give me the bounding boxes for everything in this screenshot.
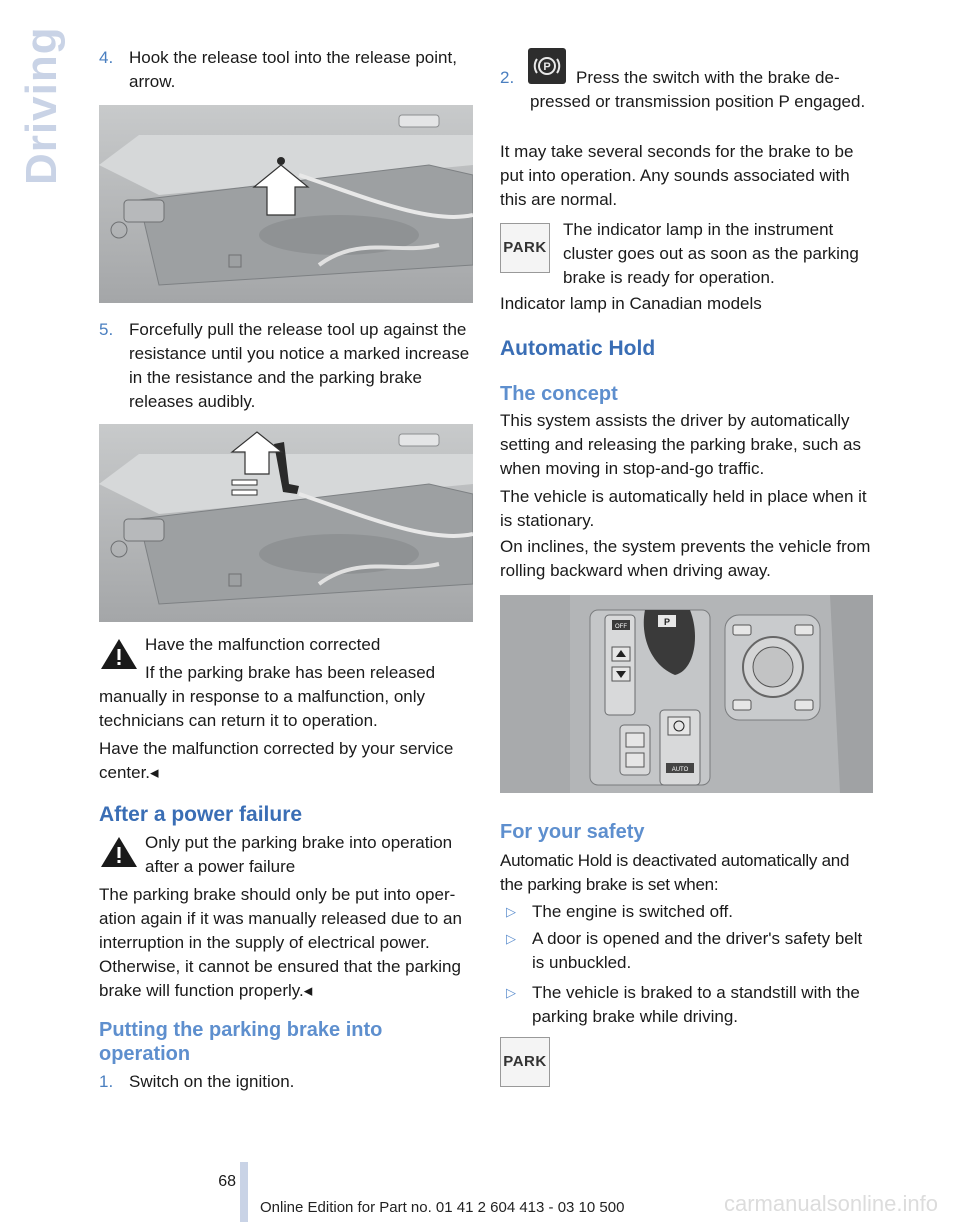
safety-heading: For your safety [500, 821, 645, 843]
step-text: Press the switch with the brake depressed or transmission position P engaged. [530, 68, 866, 111]
center-console-photo [500, 595, 873, 793]
operation-heading: Putting the parking brake into operation [99, 1019, 383, 1065]
list-item [500, 981, 874, 1029]
step-1 [99, 1070, 473, 1094]
page-number: 68 [218, 1173, 236, 1190]
canadian-note: Indicator lamp in Canadian models [500, 294, 762, 313]
warning-title: Have the malfunction corrected [145, 635, 381, 654]
svg-text:P: P [543, 61, 551, 73]
park-label: PARK [503, 1053, 547, 1070]
step-number: 2. [500, 68, 515, 87]
p-button-label: P [663, 617, 671, 627]
automatic-hold-heading: Automatic Hold [500, 337, 656, 360]
warning-triangle-icon [99, 835, 139, 869]
indicator-text: The indicator lamp in the instrument cluster goes out as soon as the parking brake is ready for operation. [563, 220, 859, 287]
section-tab [17, 26, 68, 190]
list-item-text: The engine is switched off. [532, 902, 733, 921]
auto-button-label: AUTO [671, 767, 689, 773]
step-text: Hook the release tool into the release point, arrow. [129, 48, 457, 91]
bullet-icon: ▷ [506, 931, 516, 946]
step-number: 1. [99, 1072, 114, 1091]
watermark: carmanualsonline.info [723, 1191, 938, 1216]
bullet-icon: ▷ [506, 985, 516, 1000]
list-item [500, 900, 874, 924]
list-item-text: The vehicle is braked to a standstill with the parking brake while driving. [532, 983, 860, 1026]
warning-body: If the parking brake has been released manually in response to a malfunction, only technicians can return it to operation. [99, 663, 436, 730]
step-text: Forcefully pull the release tool up against the resistance until you notice a marked increase in the resistance and the parking brake releases audibly. [129, 320, 470, 411]
safety-paragraph: Automatic Hold is deactivated automatically and the parking brake is set when: [500, 851, 850, 894]
section-tab-label: Driving [17, 26, 66, 185]
concept-paragraph-2: The vehicle is automatically held in place when it is stationary. [500, 487, 867, 530]
step-text: Switch on the ignition. [129, 1072, 295, 1091]
parking-brake-switch-icon [528, 48, 566, 84]
paragraph: It may take several seconds for the brake to be put into operation. Any sounds associated with this are normal. [500, 142, 854, 209]
step-5 [99, 318, 473, 414]
park-indicator-icon [500, 223, 550, 273]
bullet-icon: ▷ [506, 904, 516, 919]
concept-paragraph-3: On inclines, the system prevents the vehicle from rolling backward when driving away. [500, 537, 871, 580]
park-label: PARK [503, 239, 547, 256]
warning-title: Only put the parking brake into operation after a power failure [145, 833, 453, 876]
power-failure-heading: After a power failure [99, 803, 303, 826]
footer-divider [240, 1162, 248, 1222]
list-item [500, 927, 874, 975]
park-indicator-icon [500, 1037, 550, 1087]
list-item-text: A door is opened and the driver's safety belt is unbuckled. [532, 929, 863, 972]
trunk-release-point-photo [99, 105, 473, 303]
release-tool-pull-photo [99, 424, 473, 622]
concept-paragraph-1: This system assists the driver by automatically setting and releasing the parking brake, such as when moving in stop-and-go traffic. [500, 411, 862, 478]
off-button-label: OFF [615, 624, 627, 630]
step-4 [99, 46, 473, 94]
concept-heading: The concept [500, 383, 618, 405]
edition-text: Online Edition for Part no. 01 41 2 604 413 - 03 10 500 [260, 1199, 625, 1216]
step-number: 4. [99, 48, 114, 67]
warning-body-2: Have the malfunction corrected by your service center.◂ [99, 739, 454, 782]
step-number: 5. [99, 320, 114, 339]
warning-body: The parking brake should only be put into operation again if it was manually released due to an interruption in the supply of electrical power. Otherwise, it cannot be ensured that the parking brake will function properly.◂ [99, 885, 462, 1000]
